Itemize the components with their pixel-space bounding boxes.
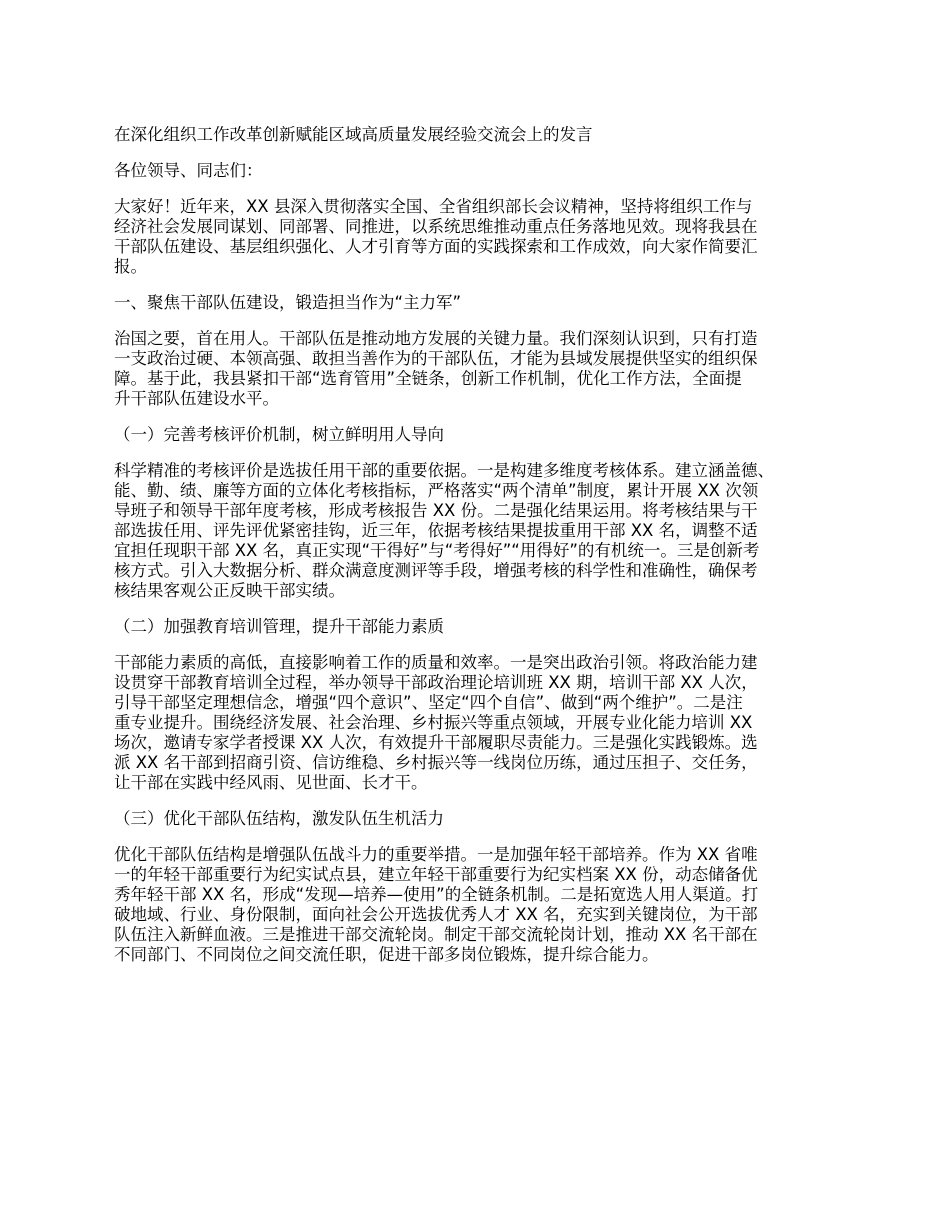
paragraph-line: 一的年轻干部重要行为纪实试点县，建立年轻干部重要行为纪实档案 XX 份，动态储备优 — [114, 865, 758, 884]
paragraph-line: 派 XX 名干部到招商引资、信访维稳、乡村振兴等一线岗位历练，通过压担子、交任务， — [114, 753, 758, 772]
paragraph-line: 核结果客观公正反映干部实绩。 — [114, 581, 345, 600]
paragraph-line: 障。基于此，我县紧扣干部“选育管用”全链条，创新工作机制，优化工作方法，全面提 — [114, 369, 742, 388]
subsection-heading-2: （二）加强教育培训管理，提升干部能力素质 — [114, 617, 444, 636]
paragraph-line: 重专业提升。围绕经济发展、社会治理、乡村振兴等重点领域，开展专业化能力培训 XX — [114, 713, 753, 732]
paragraph-line: 破地域、行业、身份限制，面向社会公开选拔优秀人才 XX 名，充实到关键岗位，为干部 — [114, 905, 758, 924]
paragraph-line: 治国之要，首在用人。干部队伍是推动地方发展的关键力量。我们深刻认识到，只有打造 — [114, 329, 758, 348]
paragraph-line: 让干部在实践中经风雨、见世面、长才干。 — [114, 773, 428, 792]
paragraph-line: 大家好！近年来，XX 县深入贯彻落实全国、全省组织部长会议精神，坚持将组织工作与 — [114, 197, 753, 216]
paragraph-line: 设贯穿干部教育培训全过程，举办领导干部政治理论培训班 XX 期，培训干部 XX 人次， — [114, 673, 758, 692]
paragraph-line: 不同部门、不同岗位之间交流任职，促进干部多岗位锻炼，提升综合能力。 — [114, 945, 659, 964]
subsection2-paragraph — [114, 653, 844, 793]
document-body — [114, 125, 844, 981]
paragraph-line: 报。 — [114, 257, 147, 276]
paragraph-line: 干部能力素质的高低，直接影响着工作的质量和效率。一是突出政治引领。将政治能力建 — [114, 653, 758, 672]
paragraph-line: 队伍注入新鲜血液。三是推进干部交流轮岗。制定干部交流轮岗计划，推动 XX 名干部在 — [114, 925, 758, 944]
paragraph-line: 核方式。引入大数据分析、群众满意度测评等手段，增强考核的科学性和准确性，确保考 — [114, 561, 758, 580]
document-title: 在深化组织工作改革创新赋能区域高质量发展经验交流会上的发言 — [114, 125, 593, 144]
subsection3-paragraph — [114, 845, 844, 965]
paragraph-line: 场次，邀请专家学者授课 XX 人次，有效提升干部履职尽责能力。三是强化实践锻炼。选 — [114, 733, 758, 752]
section-heading-1: 一、聚焦干部队伍建设，锻造担当作为“主力军” — [114, 293, 462, 312]
greeting: 各位领导、同志们： — [114, 161, 263, 180]
paragraph-line: 导班子和领导干部年度考核，形成考核报告 XX 份。二是强化结果运用。将考核结果与干 — [114, 501, 758, 520]
paragraph-line: 科学精准的考核评价是选拔任用干部的重要依据。一是构建多维度考核体系。建立涵盖德、 — [114, 461, 774, 480]
paragraph-line: 一支政治过硬、本领高强、敢担当善作为的干部队伍，才能为县域发展提供坚实的组织保 — [114, 349, 758, 368]
paragraph-line: 秀年轻干部 XX 名，形成“发现—培养—使用”的全链条机制。二是拓宽选人用人渠道。打 — [114, 885, 759, 904]
subsection1-paragraph — [114, 461, 844, 601]
paragraph-line: 宜担任现职干部 XX 名，真正实现“干得好”与“考得好”“用得好”的有机统一。三是创新考 — [114, 541, 760, 560]
paragraph-line: 干部队伍建设、基层组织强化、人才引育等方面的实践探索和工作成效，向大家作简要汇 — [114, 237, 758, 256]
paragraph-line: 能、勤、绩、廉等方面的立体化考核指标，严格落实“两个清单”制度，累计开展 XX 次领 — [114, 481, 759, 500]
subsection-heading-3: （三）优化干部队伍结构，激发队伍生机活力 — [114, 809, 444, 828]
paragraph-line: 优化干部队伍结构是增强队伍战斗力的重要举措。一是加强年轻干部培养。作为 XX 省唯 — [114, 845, 758, 864]
intro-paragraph — [114, 197, 844, 277]
paragraph-line: 引导干部坚定理想信念，增强“四个意识”、坚定“四个自信”、做到“两个维护”。二是注 — [114, 693, 743, 712]
paragraph-line: 经济社会发展同谋划、同部署、同推进，以系统思维推动重点任务落地见效。现将我县在 — [114, 217, 758, 236]
paragraph-line: 升干部队伍建设水平。 — [114, 389, 279, 408]
paragraph-line: 部选拔任用、评先评优紧密挂钩，近三年，依据考核结果提拔重用干部 XX 名，调整不适 — [114, 521, 758, 540]
subsection-heading-1: （一）完善考核评价机制，树立鲜明用人导向 — [114, 425, 444, 444]
section1-paragraph — [114, 329, 844, 409]
